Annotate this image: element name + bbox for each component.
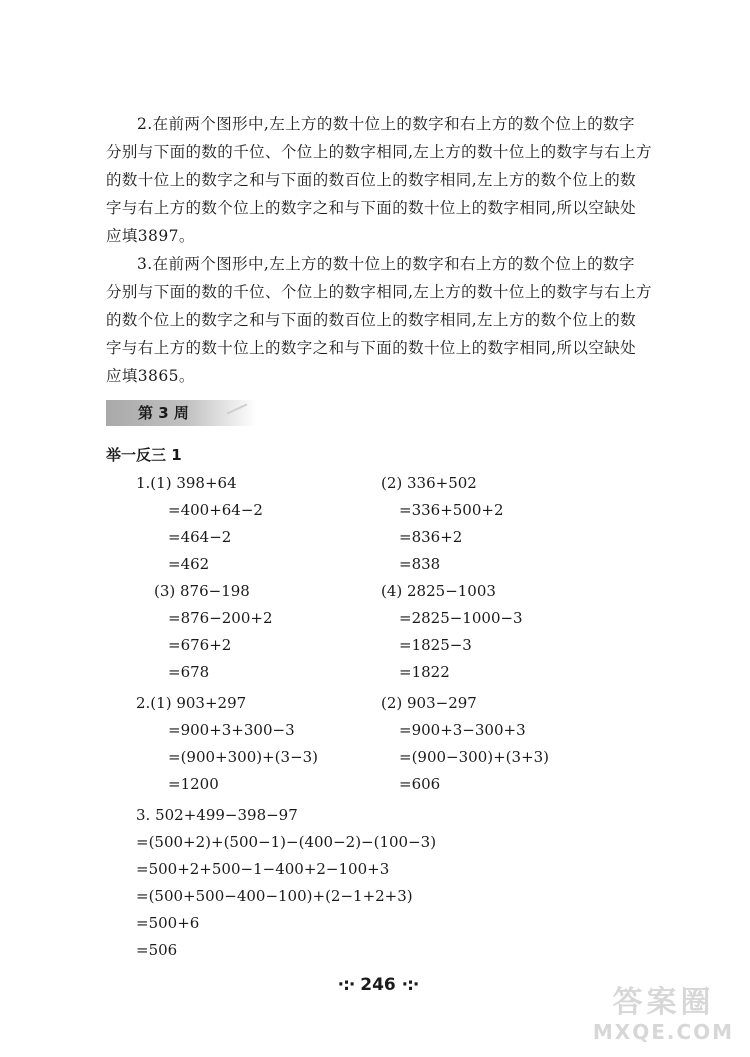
section-title: 举一反三 1 (106, 446, 182, 464)
math-line: =500+6 (136, 914, 200, 932)
math-line: =(900−300)+(3+3) (399, 748, 550, 766)
math-line: =500+2+500−1−400+2−100+3 (136, 860, 390, 878)
math-line: =1200 (168, 775, 219, 793)
text-line: 字与右上方的数十位上的数字之和与下面的数十位上的数字相同,所以空缺处 (106, 339, 637, 357)
math-line: (2) 903−297 (381, 694, 477, 712)
math-line: 2.(1) 903+297 (136, 694, 247, 712)
page-number (333, 975, 423, 995)
math-line: =678 (168, 663, 210, 681)
math-line: =506 (136, 941, 178, 959)
math-line: (3) 876−198 (154, 582, 250, 600)
math-line: =606 (399, 775, 441, 793)
dots-left-icon: ·:· (337, 975, 355, 995)
week-header-label: 第 3 周 (138, 404, 189, 422)
q2-right-column (381, 690, 549, 798)
text-line: 字与右上方的数个位上的数字之和与下面的数十位上的数字相同,所以空缺处 (106, 199, 637, 217)
text-line: 分别与下面的数的千位、个位上的数字相同,左上方的数十位上的数字与右上方 (106, 283, 652, 301)
math-line: (2) 336+502 (381, 474, 477, 492)
text-line: 2.在前两个图形中,左上方的数十位上的数字和右上方的数个位上的数字 (137, 115, 635, 133)
text-line: 分别与下面的数的千位、个位上的数字相同,左上方的数十位上的数字与右上方 (106, 143, 652, 161)
q1-right-column (381, 470, 523, 686)
math-line: =836+2 (399, 528, 463, 546)
math-line: =676+2 (168, 636, 232, 654)
math-line: =838 (399, 555, 441, 573)
math-line: =464−2 (168, 528, 232, 546)
q3-column (136, 802, 436, 964)
q2-left-column (136, 690, 318, 798)
text-line: 3.在前两个图形中,左上方的数十位上的数字和右上方的数个位上的数字 (137, 255, 635, 273)
watermark-cn: 答案圈 (612, 985, 715, 1020)
math-line: =(500+500−400−100)+(2−1+2+3) (136, 887, 413, 905)
math-line: =(500+2)+(500−1)−(400−2)−(100−3) (136, 833, 437, 851)
math-line: =900+3+300−3 (168, 721, 295, 739)
math-line: =400+64−2 (168, 501, 263, 519)
paragraph-3 (106, 250, 668, 390)
text-line: 应填3865。 (106, 367, 195, 385)
math-line: =1825−3 (399, 636, 472, 654)
watermark-en: MXQE.COM (592, 1020, 735, 1044)
math-line: =1822 (399, 663, 450, 681)
math-line: =2825−1000−3 (399, 609, 523, 627)
math-line: =336+500+2 (399, 501, 504, 519)
text-line: 应填3897。 (106, 227, 195, 245)
text-line: 的数个位上的数字之和与下面的数百位上的数字相同,左上方的数个位上的数 (106, 311, 637, 329)
decorative-stroke (227, 403, 248, 414)
math-line: 3. 502+499−398−97 (136, 806, 298, 824)
week-header (106, 400, 256, 426)
page-number-value: 246 (360, 975, 396, 995)
watermark-logo (591, 985, 736, 1047)
math-line: (4) 2825−1003 (381, 582, 496, 600)
math-line: =900+3−300+3 (399, 721, 526, 739)
math-line: =462 (168, 555, 210, 573)
text-line: 的数十位上的数字之和与下面的数百位上的数字相同,左上方的数个位上的数 (106, 171, 637, 189)
paragraph-2 (106, 110, 668, 250)
math-line: =876−200+2 (168, 609, 273, 627)
math-line: =(900+300)+(3−3) (168, 748, 319, 766)
math-line: 1.(1) 398+64 (136, 474, 237, 492)
q1-left-column (136, 470, 273, 686)
dots-right-icon: ·:· (401, 975, 419, 995)
